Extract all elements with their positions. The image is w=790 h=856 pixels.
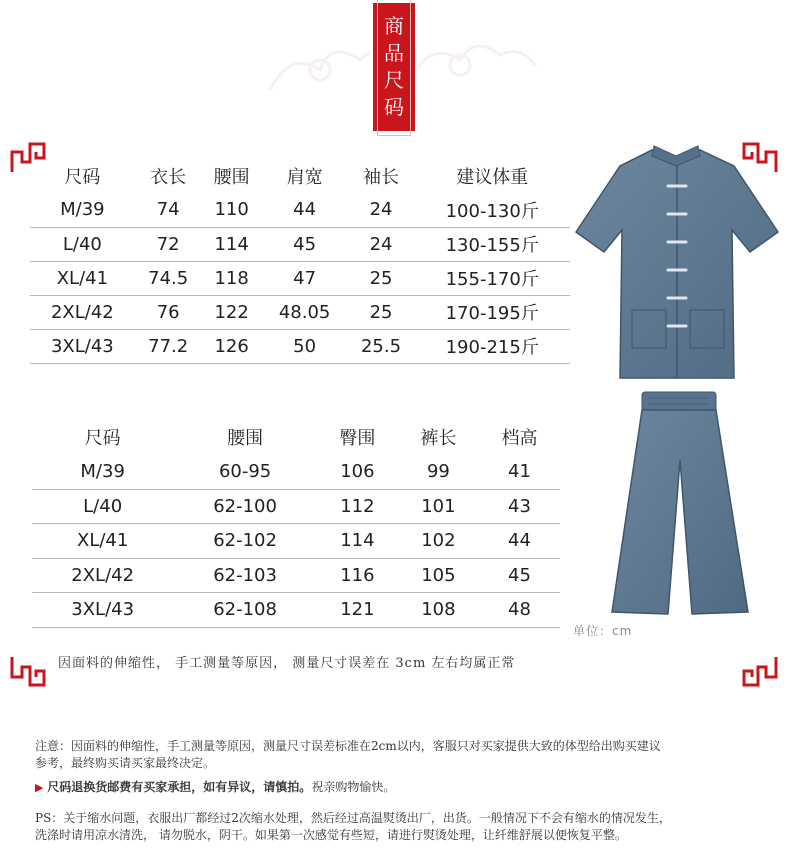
banner-char: 尺 (384, 68, 404, 92)
table-cell: 102 (421, 530, 456, 552)
table-row (30, 261, 570, 295)
table-row (32, 489, 560, 524)
table-cell: 118 (214, 267, 249, 289)
table-cell: 60-95 (218, 461, 272, 482)
table-row (32, 524, 560, 559)
table-cell: 170-195斤 (445, 303, 539, 324)
table-cell: 48.05 (278, 301, 331, 323)
column-header: 尺码 (64, 167, 101, 188)
ps-line: PS：关于缩水问题，衣服出厂都经过2次缩水处理，然后经过高温熨烫出厂，出货。一般情况下不会有缩水的情况发生， (35, 811, 671, 825)
pants-icon (608, 390, 750, 618)
unit-label: 单位：cm (573, 624, 633, 638)
table-cell: 24 (369, 233, 393, 255)
table-cell: 25 (369, 301, 393, 323)
table-cell: L/40 (62, 233, 102, 255)
column-header: 肩宽 (286, 167, 323, 188)
table-cell: 72 (156, 233, 180, 255)
table-cell: 121 (340, 599, 375, 621)
table-row (30, 193, 570, 227)
table-cell: L/40 (83, 495, 123, 517)
table-cell: 25 (369, 267, 393, 289)
table-cell: 47 (293, 267, 317, 289)
table-row (32, 455, 560, 490)
bottom-size-table (32, 420, 560, 628)
table-cell: 48 (508, 599, 531, 621)
table-cell: 25.5 (360, 335, 402, 357)
table-row (30, 295, 570, 329)
table-cell: 74.5 (148, 267, 189, 289)
table-cell: 62-108 (213, 599, 277, 621)
column-header: 腰围 (213, 167, 250, 188)
table-row (32, 558, 560, 593)
table-cell: 122 (214, 301, 249, 323)
table-header-row (30, 159, 570, 193)
table-cell: 44 (508, 530, 531, 552)
column-header: 衣长 (150, 167, 187, 188)
table-cell: 100-130斤 (445, 200, 539, 222)
column-header: 臀围 (339, 428, 376, 450)
table-cell: 190-215斤 (445, 337, 539, 358)
ps-text (35, 810, 671, 844)
table-cell: 112 (340, 495, 375, 517)
table-cell: 41 (508, 461, 531, 482)
table-cell: 105 (421, 564, 456, 586)
table-cell: 108 (421, 599, 456, 621)
table-cell: 43 (508, 495, 531, 517)
fret-corner-icon (10, 655, 46, 691)
column-header: 袖长 (363, 167, 400, 188)
title-banner (370, 0, 418, 134)
notice-text (35, 738, 661, 772)
top-size-table (30, 159, 570, 364)
table-cell: 3XL/43 (71, 599, 135, 621)
table-cell: 62-103 (213, 564, 277, 586)
ps-line: 洗涤时请用凉水清洗， 请勿脱水，阴干。如果第一次感觉有些短，请进行熨烫处理，让纤维舒展以便恢复平整。 (35, 828, 627, 842)
column-header: 档高 (501, 428, 538, 450)
table-cell: 44 (293, 199, 317, 221)
column-header: 腰围 (227, 428, 264, 450)
table-cell: 114 (340, 530, 375, 552)
table-cell: 77.2 (148, 335, 189, 357)
table-row (30, 329, 570, 363)
column-header: 建议体重 (456, 167, 529, 188)
return-policy (35, 779, 395, 796)
table-cell: 24 (369, 199, 393, 221)
table-cell: XL/41 (77, 530, 129, 552)
column-header: 尺码 (84, 428, 121, 450)
table-cell: 45 (293, 233, 317, 255)
notice-line: 注意：因面料的伸缩性，手工测量等原因，测量尺寸误差标准在2cm以内，客服只对买家提供大致的体型给出购买建议 (35, 739, 661, 753)
table-cell: M/39 (60, 199, 105, 221)
table-cell: 45 (508, 564, 531, 586)
table-cell: 62-102 (213, 530, 277, 552)
banner-char: 品 (384, 41, 404, 65)
banner-char: 码 (384, 95, 404, 119)
table-cell: 130-155斤 (445, 235, 539, 256)
table-cell: 155-170斤 (445, 269, 539, 290)
table-cell: 106 (340, 461, 375, 482)
column-header: 裤长 (420, 428, 457, 450)
table-cell: 116 (340, 564, 375, 586)
table-cell: XL/41 (56, 267, 109, 289)
table-cell: 126 (214, 335, 249, 357)
table-cell: 101 (421, 495, 456, 517)
banner-char: 商 (384, 14, 404, 38)
table-cell: 76 (156, 301, 180, 323)
shirt-icon (574, 142, 780, 380)
table-header-row (32, 420, 560, 455)
table-cell: 74 (156, 199, 180, 221)
table-cell: 114 (214, 233, 249, 255)
return-policy-normal: 祝亲购物愉快。 (311, 780, 396, 794)
table-cell: 2XL/42 (50, 301, 114, 323)
table-cell: 3XL/43 (50, 335, 114, 357)
table-cell: 110 (214, 199, 249, 221)
table-cell: 99 (426, 461, 450, 482)
table-cell: 2XL/42 (71, 564, 135, 586)
arrow-icon: ▶ (35, 781, 44, 794)
fret-corner-icon (742, 655, 778, 691)
table-cell: 62-100 (213, 495, 277, 517)
notice-line: 参考，最终购买请买家最终决定。 (35, 756, 216, 770)
table-cell: M/39 (80, 461, 125, 482)
measurement-note: 因面料的伸缩性， 手工测量等原因， 测量尺寸误差在 3cm 左右均属正常 (58, 656, 516, 671)
table-cell: 50 (293, 335, 317, 357)
table-row (30, 227, 570, 261)
return-policy-bold: 尺码退换货邮费有买家承担，如有异议，请慎拍。 (47, 780, 312, 794)
table-row (32, 593, 560, 628)
